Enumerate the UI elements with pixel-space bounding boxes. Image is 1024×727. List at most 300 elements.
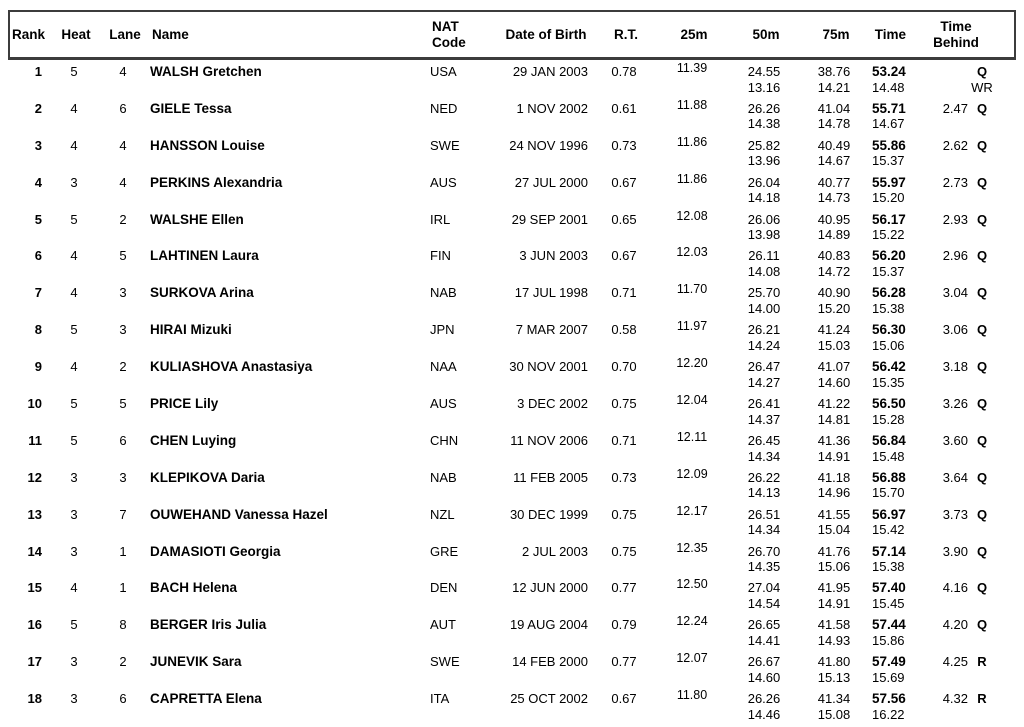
split-25m-value: 12.17	[676, 503, 708, 518]
swimmer-name: GIELE Tessa	[150, 100, 232, 116]
final-time-value: 56.97	[872, 506, 906, 522]
lane-value: 5	[119, 396, 127, 412]
split-25m-value: 12.08	[676, 208, 708, 223]
split-75m-value: 41.76	[817, 543, 851, 559]
nat-code-cell	[420, 101, 492, 134]
lane-cell	[102, 248, 144, 281]
split-25m-cell	[652, 319, 732, 355]
final-time-cell	[872, 138, 916, 171]
split-50m-value: 26.22	[747, 469, 781, 485]
nat-code-value: AUS	[430, 174, 457, 190]
time-behind-value: 4.32	[942, 691, 968, 707]
date-of-birth-cell	[492, 175, 596, 208]
rank-value: 8	[34, 322, 42, 338]
time-behind-value: 2.96	[942, 248, 968, 264]
header-heat: Heat	[61, 26, 91, 42]
lane-value: 3	[119, 322, 127, 338]
final-time-cell	[872, 691, 916, 724]
split-25m-cell	[652, 282, 732, 318]
qualification-letter: Q	[976, 322, 988, 338]
final-time-value: 56.42	[872, 359, 906, 375]
qualification-letter: Q	[976, 174, 988, 190]
heat-cell	[46, 433, 102, 466]
heat-cell	[46, 285, 102, 318]
lap-final-value: 15.37	[872, 264, 905, 280]
nat-code-value: ITA	[430, 691, 450, 707]
date-of-birth-value: 11 NOV 2006	[510, 432, 588, 448]
reaction-time-cell	[596, 396, 652, 429]
split-75m-value: 40.95	[817, 211, 851, 227]
lap-75m-value: 14.72	[817, 264, 851, 280]
rank-value: 18	[27, 691, 42, 707]
lap-final-value: 15.20	[872, 190, 905, 206]
nat-code-cell	[420, 359, 492, 392]
swimmer-name: JUNEVIK Sara	[150, 654, 242, 670]
rank-cell	[8, 433, 46, 466]
lane-cell	[102, 580, 144, 613]
name-cell	[144, 175, 420, 208]
nat-code-value: DEN	[430, 580, 458, 596]
split-25m-cell	[652, 429, 732, 466]
date-of-birth-cell	[492, 580, 596, 613]
lane-value: 2	[119, 654, 127, 670]
lane-value: 8	[119, 617, 127, 633]
lap-75m-value: 15.20	[817, 300, 851, 316]
date-of-birth-cell	[492, 248, 596, 281]
split-50m-value: 26.45	[747, 432, 781, 448]
split-50m-cell	[732, 248, 796, 281]
time-behind-cell	[916, 396, 1016, 429]
date-of-birth-cell	[492, 507, 596, 540]
rank-value: 1	[34, 64, 42, 79]
rank-value: 13	[27, 506, 42, 522]
nat-code-cell	[420, 433, 492, 466]
name-cell	[144, 64, 420, 97]
rank-cell	[8, 691, 46, 724]
final-time-value: 55.86	[872, 137, 906, 153]
time-behind-cell	[916, 617, 1016, 650]
lap-75m-value: 14.93	[817, 632, 851, 648]
name-cell	[144, 544, 420, 577]
split-25m-value: 11.86	[676, 134, 708, 149]
split-75m-cell	[796, 322, 872, 355]
time-behind-cell	[916, 138, 1016, 171]
reaction-time-value: 0.58	[611, 322, 637, 338]
time-behind-value: 3.04	[942, 285, 968, 301]
lap-75m-value: 14.21	[817, 79, 851, 95]
split-25m-value: 12.11	[676, 429, 708, 444]
rank-value: 6	[34, 248, 42, 264]
lap-final-value: 15.35	[872, 374, 905, 390]
reaction-time-value: 0.70	[611, 359, 637, 375]
lap-50m-value: 14.34	[747, 448, 781, 464]
time-behind-cell	[916, 691, 1016, 724]
split-50m-value: 25.82	[747, 137, 781, 153]
date-of-birth-cell	[492, 396, 596, 429]
result-row	[8, 318, 1016, 355]
time-behind-cell	[916, 433, 1016, 466]
qualification-letter: Q	[976, 285, 988, 301]
date-of-birth-value: 2 JUL 2003	[521, 543, 588, 559]
nat-code-cell	[420, 212, 492, 245]
swimmer-name: WALSH Gretchen	[150, 64, 262, 79]
lane-cell	[102, 138, 144, 171]
reaction-time-cell	[596, 617, 652, 650]
header-name: Name	[152, 26, 189, 42]
reaction-time-value: 0.78	[611, 64, 637, 79]
time-behind-cell	[916, 507, 1016, 540]
date-of-birth-value: 19 AUG 2004	[509, 617, 588, 633]
split-75m-cell	[796, 248, 872, 281]
result-row	[8, 613, 1016, 650]
qualification-letter: Q	[976, 506, 988, 522]
final-time-cell	[872, 544, 916, 577]
heat-value: 3	[70, 469, 78, 485]
heat-value: 5	[70, 396, 78, 412]
heat-cell	[46, 544, 102, 577]
time-behind-value: 2.47	[942, 100, 968, 116]
qualification-letter: Q	[976, 359, 988, 375]
final-time-cell	[872, 322, 916, 355]
heat-value: 3	[70, 654, 78, 670]
result-row	[8, 60, 1016, 97]
final-time-value: 56.17	[872, 211, 906, 227]
nat-code-value: AUT	[430, 617, 456, 633]
lap-final-value: 15.06	[872, 337, 905, 353]
reaction-time-cell	[596, 285, 652, 318]
lap-final-value: 15.22	[872, 227, 905, 243]
rank-cell	[8, 285, 46, 318]
final-time-value: 56.88	[872, 469, 906, 485]
final-time-cell	[872, 507, 916, 540]
heat-value: 3	[70, 543, 78, 559]
final-time-cell	[872, 617, 916, 650]
final-time-value: 57.40	[872, 580, 906, 596]
final-time-value: 53.24	[872, 64, 906, 79]
lap-50m-value: 14.27	[747, 374, 781, 390]
split-25m-cell	[652, 503, 732, 540]
rank-value: 17	[27, 654, 42, 670]
time-behind-value: 3.18	[942, 359, 968, 375]
time-behind-cell	[916, 322, 1016, 355]
split-75m-value: 41.95	[817, 580, 851, 596]
rank-value: 4	[34, 174, 42, 190]
lane-value: 4	[119, 137, 127, 153]
lap-final-value: 15.69	[872, 669, 905, 685]
reaction-time-value: 0.67	[611, 691, 637, 707]
split-25m-cell	[652, 651, 732, 687]
nat-code-cell	[420, 617, 492, 650]
date-of-birth-cell	[492, 64, 596, 97]
nat-code-cell	[420, 654, 492, 687]
qualification-letter: Q	[976, 64, 988, 79]
nat-code-cell	[420, 544, 492, 577]
split-50m-cell	[732, 617, 796, 650]
nat-code-value: NAB	[430, 469, 457, 485]
final-time-cell	[872, 285, 916, 318]
reaction-time-cell	[596, 470, 652, 503]
rank-value: 2	[34, 100, 42, 116]
split-25m-cell	[652, 97, 732, 134]
name-cell	[144, 580, 420, 613]
nat-code-value: NAA	[430, 359, 457, 375]
reaction-time-value: 0.75	[611, 543, 637, 559]
rank-cell	[8, 64, 46, 97]
swimmer-name: LAHTINEN Laura	[150, 248, 259, 264]
swimmer-name: CHEN Luying	[150, 432, 237, 448]
heat-cell	[46, 396, 102, 429]
nat-code-cell	[420, 64, 492, 97]
swimmer-name: HIRAI Mizuki	[150, 322, 232, 338]
result-row	[8, 650, 1016, 687]
name-cell	[144, 322, 420, 355]
lane-value: 4	[119, 64, 127, 79]
header-date-of-birth: Date of Birth	[505, 26, 587, 42]
rank-value: 14	[27, 543, 42, 559]
lane-value: 1	[119, 543, 127, 559]
split-50m-cell	[732, 359, 796, 392]
result-row	[8, 281, 1016, 318]
swimmer-name: CAPRETTA Elena	[150, 691, 262, 707]
split-25m-value: 11.70	[676, 282, 708, 297]
split-50m-cell	[732, 654, 796, 687]
date-of-birth-cell	[492, 138, 596, 171]
split-25m-value: 11.97	[676, 319, 708, 334]
split-25m-value: 11.86	[676, 171, 708, 186]
header-nat-code	[422, 19, 494, 50]
split-75m-value: 41.55	[817, 506, 851, 522]
qualification-letter: Q	[976, 100, 988, 116]
lane-cell	[102, 396, 144, 429]
nat-code-value: SWE	[430, 654, 460, 670]
reaction-time-value: 0.71	[611, 432, 637, 448]
heat-cell	[46, 248, 102, 281]
lap-50m-value: 14.46	[747, 706, 781, 722]
date-of-birth-cell	[492, 470, 596, 503]
result-row	[8, 244, 1016, 281]
split-75m-value: 41.58	[817, 617, 851, 633]
split-75m-value: 41.22	[817, 396, 851, 412]
lap-75m-value: 15.13	[817, 669, 851, 685]
split-25m-value: 12.50	[676, 577, 708, 592]
result-row	[8, 97, 1016, 134]
nat-code-cell	[420, 138, 492, 171]
result-row	[8, 540, 1016, 577]
split-25m-cell	[652, 171, 732, 208]
split-50m-value: 26.70	[747, 543, 781, 559]
heat-value: 4	[70, 137, 78, 153]
lap-50m-value: 14.60	[747, 669, 781, 685]
date-of-birth-value: 30 NOV 2001	[509, 359, 588, 375]
split-75m-value: 41.18	[817, 469, 851, 485]
heat-value: 4	[70, 285, 78, 301]
final-time-cell	[872, 359, 916, 392]
split-50m-cell	[732, 396, 796, 429]
split-25m-value: 12.24	[676, 614, 708, 629]
rank-cell	[8, 212, 46, 245]
nat-code-cell	[420, 580, 492, 613]
time-behind-value: 2.73	[942, 174, 968, 190]
split-50m-value: 24.55	[747, 64, 781, 79]
split-75m-value: 41.07	[817, 359, 851, 375]
split-50m-value: 26.11	[748, 248, 780, 264]
lane-cell	[102, 544, 144, 577]
lane-cell	[102, 64, 144, 97]
split-25m-value: 12.09	[676, 466, 708, 481]
lane-cell	[102, 359, 144, 392]
split-25m-cell	[652, 466, 732, 503]
qualification-letter: Q	[976, 248, 988, 264]
qualification-letter: Q	[976, 137, 988, 153]
name-cell	[144, 691, 420, 724]
lap-final-value: 14.48	[872, 79, 905, 95]
final-time-cell	[872, 396, 916, 429]
split-50m-cell	[732, 101, 796, 134]
reaction-time-cell	[596, 544, 652, 577]
reaction-time-cell	[596, 580, 652, 613]
lap-75m-value: 14.60	[817, 374, 851, 390]
split-50m-cell	[732, 433, 796, 466]
date-of-birth-cell	[492, 101, 596, 134]
split-75m-value: 40.77	[817, 174, 851, 190]
qualification-letter: Q	[976, 396, 988, 412]
final-time-value: 56.84	[872, 432, 906, 448]
header-time-behind-line1: Time	[940, 18, 972, 34]
split-75m-cell	[796, 396, 872, 429]
qualification-letter: Q	[976, 580, 988, 596]
rank-value: 15	[27, 580, 42, 596]
header-nat-line2: Code	[432, 34, 466, 50]
lap-50m-value: 14.34	[747, 522, 781, 538]
rank-cell	[8, 654, 46, 687]
heat-value: 4	[70, 580, 78, 596]
final-time-value: 55.97	[872, 174, 906, 190]
split-25m-value: 12.20	[676, 356, 708, 371]
split-75m-cell	[796, 64, 872, 97]
split-50m-cell	[732, 580, 796, 613]
nat-code-cell	[420, 248, 492, 281]
lane-cell	[102, 433, 144, 466]
rank-value: 3	[34, 137, 42, 153]
split-25m-cell	[652, 540, 732, 577]
final-time-value: 57.56	[872, 691, 906, 707]
name-cell	[144, 285, 420, 318]
name-cell	[144, 617, 420, 650]
reaction-time-cell	[596, 101, 652, 134]
qualification-letter: R	[977, 691, 987, 707]
final-time-cell	[872, 101, 916, 134]
lap-50m-value: 14.24	[747, 337, 781, 353]
nat-code-value: AUS	[430, 396, 457, 412]
lane-cell	[102, 212, 144, 245]
lane-value: 6	[119, 100, 127, 116]
reaction-time-cell	[596, 359, 652, 392]
time-behind-value: 3.90	[942, 543, 968, 559]
header-reaction-time: R.T.	[613, 26, 638, 42]
date-of-birth-cell	[492, 654, 596, 687]
result-row	[8, 576, 1016, 613]
split-75m-value: 41.80	[817, 654, 851, 670]
qualification-letter: Q	[976, 211, 988, 227]
swimmer-name: SURKOVA Arina	[150, 285, 254, 301]
time-behind-cell	[916, 212, 1016, 245]
lane-value: 6	[119, 432, 127, 448]
rank-value: 9	[34, 359, 42, 375]
final-time-value: 56.20	[872, 248, 906, 264]
nat-code-cell	[420, 285, 492, 318]
date-of-birth-cell	[492, 285, 596, 318]
reaction-time-value: 0.75	[611, 506, 637, 522]
split-75m-value: 41.24	[817, 322, 851, 338]
heat-value: 5	[70, 64, 78, 79]
time-behind-cell	[916, 654, 1016, 687]
lane-cell	[102, 175, 144, 208]
lap-50m-value: 14.13	[747, 485, 781, 501]
split-50m-cell	[732, 64, 796, 97]
lane-value: 2	[119, 359, 127, 375]
lane-cell	[102, 654, 144, 687]
lap-75m-value: 14.91	[817, 596, 851, 612]
split-25m-cell	[652, 393, 732, 429]
nat-code-value: GRE	[430, 543, 459, 559]
final-time-value: 56.50	[872, 396, 906, 412]
lane-cell	[102, 285, 144, 318]
time-behind-value: 3.60	[942, 432, 968, 448]
nat-code-cell	[420, 175, 492, 208]
header-lane: Lane	[109, 26, 141, 42]
reaction-time-value: 0.65	[611, 211, 637, 227]
split-75m-cell	[796, 285, 872, 318]
lap-75m-value: 14.96	[817, 485, 851, 501]
rank-cell	[8, 322, 46, 355]
time-behind-value: 2.62	[942, 137, 968, 153]
lap-final-value: 15.37	[872, 153, 905, 169]
qualification-letter: Q	[976, 469, 988, 485]
result-row	[8, 134, 1016, 171]
date-of-birth-value: 29 JAN 2003	[512, 64, 588, 79]
split-50m-value: 26.65	[747, 617, 781, 633]
heat-value: 5	[70, 432, 78, 448]
split-50m-value: 26.26	[747, 100, 781, 116]
result-row	[8, 429, 1016, 466]
reaction-time-value: 0.67	[611, 174, 637, 190]
lap-final-value: 16.22	[872, 706, 905, 722]
lap-final-value: 15.45	[872, 596, 905, 612]
swimmer-name: PERKINS Alexandria	[150, 174, 283, 190]
reaction-time-value: 0.71	[611, 285, 637, 301]
qualification-letter: Q	[976, 617, 988, 633]
split-75m-value: 38.76	[817, 64, 851, 79]
lane-value: 4	[119, 174, 127, 190]
split-75m-cell	[796, 507, 872, 540]
result-row	[8, 687, 1016, 724]
name-cell	[144, 654, 420, 687]
rank-cell	[8, 396, 46, 429]
split-50m-value: 25.70	[747, 285, 781, 301]
date-of-birth-value: 30 DEC 1999	[509, 506, 588, 522]
heat-value: 5	[70, 617, 78, 633]
rank-value: 5	[34, 211, 42, 227]
time-behind-value: 4.25	[942, 654, 968, 670]
rank-cell	[8, 507, 46, 540]
lane-cell	[102, 691, 144, 724]
name-cell	[144, 248, 420, 281]
date-of-birth-value: 17 JUL 1998	[514, 285, 588, 301]
heat-cell	[46, 507, 102, 540]
date-of-birth-value: 29 SEP 2001	[511, 211, 588, 227]
split-75m-cell	[796, 544, 872, 577]
heat-value: 3	[70, 506, 78, 522]
